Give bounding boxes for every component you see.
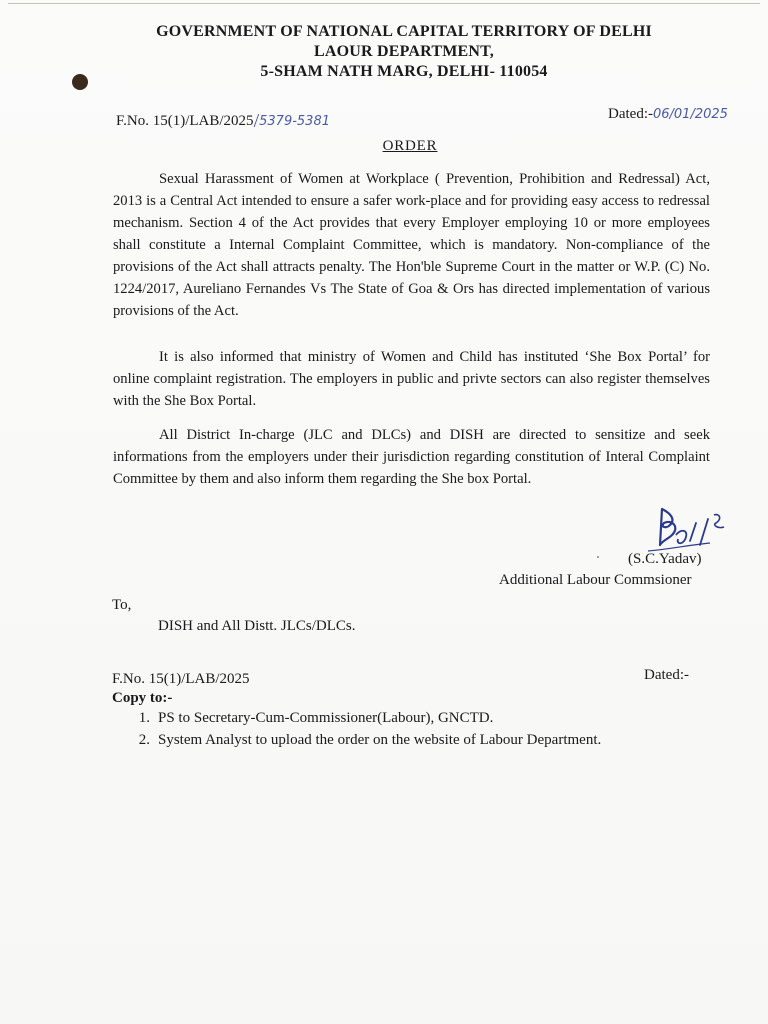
to-recipient: DISH and All Distt. JLCs/DLCs. bbox=[158, 618, 356, 634]
paper-speck bbox=[597, 556, 599, 558]
order-title: ORDER bbox=[382, 138, 438, 154]
signatory-designation: Additional Labour Commsioner bbox=[499, 572, 692, 588]
copy-dated-label: Dated:- bbox=[644, 667, 689, 683]
paragraph-she-box-portal: It is also informed that ministry of Women and Child has instituted ‘She Box Portal’ for online complaint registration. The employers in public and privte sectors can also register themselves with the She Box Portal. bbox=[113, 349, 710, 409]
letterhead-line-1: GOVERNMENT OF NATIONAL CAPITAL TERRITORY OF DELHI bbox=[156, 23, 652, 40]
copy-item-text: System Analyst to upload the order on the website of Labour Department. bbox=[158, 732, 602, 748]
letterhead bbox=[0, 22, 768, 82]
handwritten-date: 06/01/2025 bbox=[652, 107, 728, 122]
to-label: To, bbox=[112, 597, 132, 613]
copy-item-text: PS to Secretary-Cum-Commissioner(Labour), GNCTD. bbox=[158, 710, 494, 726]
handwritten-slash: / bbox=[253, 110, 260, 132]
letterhead-line-3: 5-SHAM NATH MARG, DELHI- 110054 bbox=[260, 63, 548, 80]
copy-file-number: F.No. 15(1)/LAB/2025 bbox=[112, 671, 250, 687]
paragraph-directive: All District In-charge (JLC and DLCs) and DISH are directed to sensitize and seek informations from the employers under their jurisdiction regarding constitution of Interal Complaint Committee by them and also inform them regarding the She box Portal. bbox=[113, 427, 710, 487]
copy-list bbox=[120, 707, 601, 751]
date-line bbox=[608, 106, 728, 123]
copy-item-number: 2. bbox=[138, 732, 150, 748]
signatory-name: (S.C.Yadav) bbox=[628, 551, 702, 567]
letterhead-line-2: LAOUR DEPARTMENT, bbox=[313, 43, 495, 60]
page-edge-line bbox=[8, 3, 760, 4]
copy-list-item bbox=[120, 729, 601, 751]
file-reference bbox=[116, 108, 330, 131]
dated-label: Dated:- bbox=[608, 106, 653, 122]
copy-to-label: Copy to:- bbox=[112, 690, 173, 706]
copy-list-item bbox=[120, 707, 601, 729]
copy-item-number: 1. bbox=[138, 710, 150, 726]
handwritten-dispatch-number: 5379-5381 bbox=[259, 114, 330, 129]
paragraph-act-description: Sexual Harassment of Women at Workplace ( Prevention, Prohibition and Redressal) Act, 2013 is a Central Act intended to ensure a safer work-place and for providing easy access to redressal mechanism. Section 4 of the Act provides that every Employer employing 10 or more employees shall constitute a Internal Complaint Committee, which is mandatory. Non-compliance of the provisions of the Act shall attracts penalty. The Hon'ble Supreme Court in the matter or W.P. (C) No. 1224/2017, Aureliano Fernandes Vs The State of Goa & Ors has directed implementation of various provisions of the Act. bbox=[113, 171, 710, 319]
file-number: F.No. 15(1)/LAB/2025 bbox=[116, 113, 254, 129]
